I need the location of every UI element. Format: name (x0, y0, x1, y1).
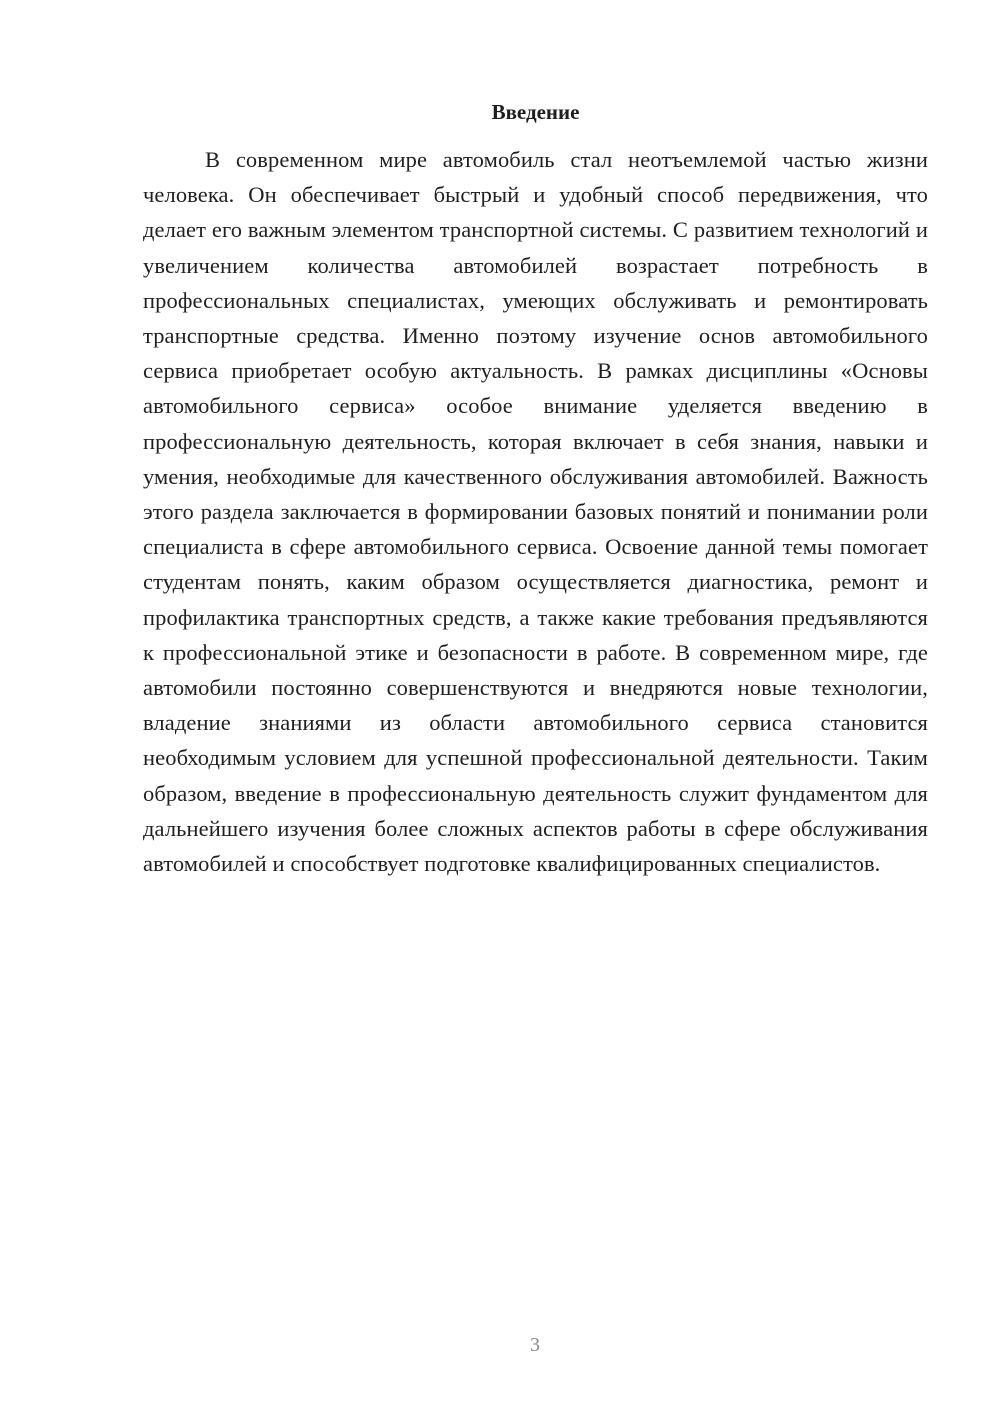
section-heading: Введение (491, 100, 580, 124)
page-number: 3 (530, 1334, 540, 1356)
intro-paragraph: В современном мире автомобиль стал неотъемлемой частью жизни человека. Он обеспечивает быстрый и удобный способ передвижения, что делает его важным элементом транспортной системы. С развитием технологий и увеличением количества автомобилей возрастает потребность в профессиональных специалистах, умеющих обслуживать и ремонтировать транспортные средства. Именно поэтому изучение основ автомобильного сервиса приобретает особую актуальность. В рамках дисциплины «Основы автомобильного сервиса» особое внимание уделяется введению в профессиональную деятельность, которая включает в себя знания, навыки и умения, необходимые для качественного обслуживания автомобилей. Важность этого раздела заключается в формировании базовых понятий и понимании роли специалиста в сфере автомобильного сервиса. Освоение данной темы помогает студентам понять, каким образом осуществляется диагностика, ремонт и профилактика транспортных средств, а также какие требования предъявляются к профессиональной этике и безопасности в работе. В современном мире, где автомобили постоянно совершенствуются и внедряются новые технологии, владение знаниями из области автомобильного сервиса становится необходимым условием для успешной профессиональной деятельности. Таким образом, введение в профессиональную деятельность служит фундаментом для дальнейшего изучения более сложных аспектов работы в сфере обслуживания автомобилей и способствует подготовке квалифицированных специалистов. (143, 147, 928, 877)
